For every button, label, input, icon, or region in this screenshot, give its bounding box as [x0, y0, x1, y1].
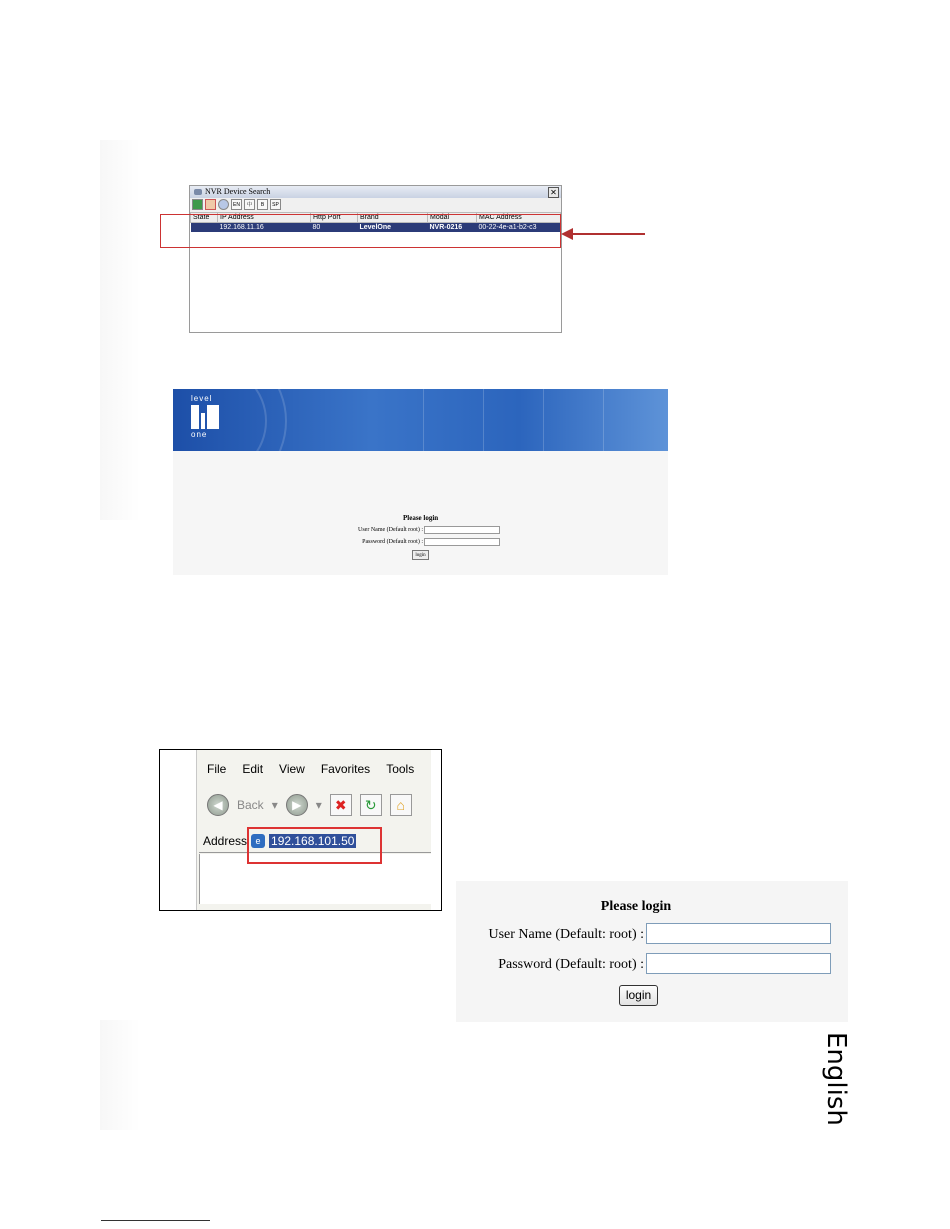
nvr-titlebar	[190, 186, 561, 198]
column-header-mac[interactable]: MAC Address	[477, 213, 561, 223]
menu-tools[interactable]: Tools	[386, 762, 415, 776]
column-header-model[interactable]: Modal	[428, 213, 477, 223]
language-cn-button[interactable]: 中	[244, 199, 255, 210]
arrow-head-icon	[561, 228, 573, 240]
banner-divider	[483, 389, 484, 451]
forward-dropdown-icon[interactable]: ▾	[315, 798, 322, 812]
globe-icon[interactable]	[218, 199, 229, 210]
stop-icon[interactable]: ✖	[330, 794, 352, 816]
levelone-banner	[173, 389, 668, 451]
small-login-panel	[173, 451, 668, 575]
footer-rule	[101, 1220, 210, 1221]
navigation-toolbar	[207, 794, 412, 816]
password-input[interactable]	[646, 953, 831, 974]
menu-favorites[interactable]: Favorites	[320, 762, 371, 776]
back-dropdown-icon[interactable]: ▾	[271, 798, 278, 812]
logo-text-top: level	[191, 394, 213, 403]
callout-box	[160, 214, 561, 248]
home-icon[interactable]: ⌂	[390, 794, 412, 816]
language-sp-button[interactable]: SP	[270, 199, 281, 210]
forward-arrow-icon[interactable]: ▶	[286, 794, 308, 816]
menu-edit[interactable]: Edit	[242, 762, 264, 776]
cell-port: 80	[311, 223, 358, 233]
address-input[interactable]: 192.168.101.50	[271, 834, 355, 848]
column-header-port[interactable]: Http Port	[311, 213, 358, 223]
cell-mac: 00-22-4e-a1-b2-c3	[477, 223, 561, 233]
language-b-button[interactable]: B	[257, 199, 268, 210]
search-device-button[interactable]	[192, 199, 203, 210]
page-watermark	[100, 1020, 140, 1130]
small-password-input[interactable]	[424, 538, 500, 546]
address-label: Address	[203, 834, 248, 848]
nvr-window-title: NVR Device Search	[205, 187, 271, 196]
cell-ip: 192.168.11.16	[218, 223, 311, 233]
nvr-device-search-window	[189, 185, 562, 333]
page-watermark	[100, 140, 140, 520]
menu-view[interactable]: View	[279, 762, 305, 776]
cell-model: NVR-0216	[428, 223, 477, 233]
column-header-state[interactable]: State	[191, 213, 218, 223]
back-button-label[interactable]: Back	[237, 798, 264, 812]
language-side-label: English	[821, 1032, 851, 1126]
small-login-button[interactable]: login	[412, 550, 429, 560]
address-highlight-box	[247, 827, 382, 864]
menu-bar	[207, 762, 414, 776]
login-title: Please login	[600, 899, 672, 914]
refresh-icon[interactable]: ↻	[360, 794, 382, 816]
column-header-ip[interactable]: IP Address	[218, 213, 311, 223]
banner-divider	[543, 389, 544, 451]
cell-brand: LevelOne	[358, 223, 428, 233]
login-panel	[456, 881, 848, 1022]
small-user-label: User Name (Default root) :	[358, 527, 423, 533]
close-icon[interactable]: ✕	[548, 187, 559, 198]
menu-file[interactable]: File	[207, 762, 227, 776]
language-en-button[interactable]: EN	[231, 199, 242, 210]
login-button[interactable]: login	[619, 985, 658, 1006]
column-header-brand[interactable]: Brand	[358, 213, 428, 223]
arrow-icon	[570, 233, 645, 235]
small-login-title: Please login	[403, 514, 439, 522]
ie-page-icon: e	[251, 834, 265, 848]
small-username-input[interactable]	[424, 526, 500, 534]
logo-text-bottom: one	[191, 430, 208, 439]
password-label: Password (Default: root) :	[498, 957, 644, 972]
stop-button[interactable]	[205, 199, 216, 210]
levelone-logo	[191, 395, 225, 445]
back-arrow-icon[interactable]: ◀	[207, 794, 229, 816]
small-password-label: Password (Default root) :	[362, 539, 423, 545]
nvr-toolbar	[190, 198, 561, 212]
banner-divider	[603, 389, 604, 451]
logo-mark-icon	[191, 405, 221, 429]
username-label: User Name (Default: root) :	[488, 927, 644, 942]
app-icon	[194, 189, 202, 195]
username-input[interactable]	[646, 923, 831, 944]
banner-divider	[423, 389, 424, 451]
